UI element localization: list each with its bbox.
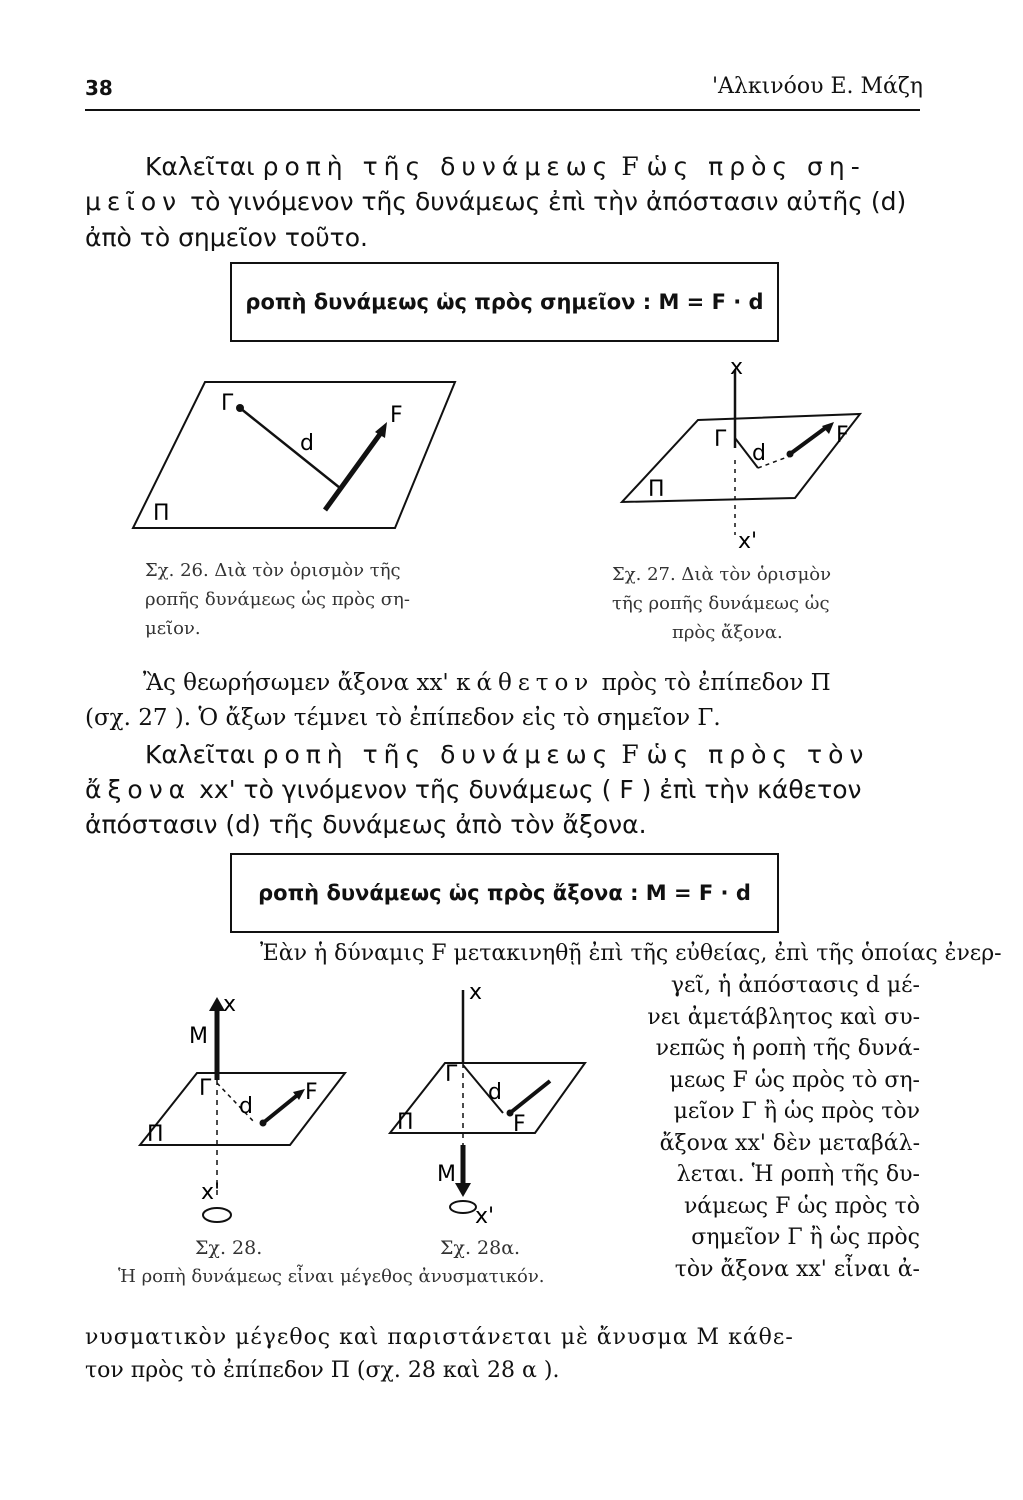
fig28-common-caption: Ἡ ροπὴ δυνάμεως εἶναι μέγεθος ἀνυσματικόν.: [118, 1266, 545, 1287]
rotation-icon: [203, 1208, 231, 1222]
force-vector: [325, 430, 383, 510]
label-d: d: [300, 431, 314, 456]
label-P: Π: [153, 501, 170, 526]
fig28a-caption: Σχ. 28α.: [440, 1237, 521, 1259]
label-F: F: [513, 1112, 526, 1137]
label-G: Γ: [199, 1076, 212, 1101]
para1-line2: μεῖον τὸ γινόμενον τῆς δυνάμεως ἐπὶ τὴν ἀπόστασιν αὐτῆς (d): [85, 187, 907, 216]
running-header-author: 'Αλκινόου Ε. Μάζη: [711, 74, 923, 99]
label-x-prime: x': [738, 529, 758, 554]
label-d: d: [752, 441, 766, 466]
para4-side-column: γεῖ, ἡ ἀπόστασις d μέ- νει ἀμετάβλητος καὶ συ- νεπῶς ἡ ροπὴ τῆς δυνά- μεως F ὡς πρὸς τὸ ση- μεῖον Γ ἢ ὡς πρὸς τὸν ἄξονα xx' δὲν μεταβάλ- λεται. Ἡ ροπὴ τῆς δυ- νάμεως F ὡς πρὸς τὸ σημεῖον Γ ἢ ὡς πρὸς τὸν ἄξονα xx' εἶναι ἀ-: [647, 973, 920, 1282]
para2-line1: Ἂς θεωρήσωμεν ἄξονα xx' κάθετον πρὸς τὸ ἐπίπεδον Π: [143, 670, 831, 696]
label-P: Π: [648, 477, 665, 502]
para4-line1: Ἐὰν ἡ δύναμις F μετακινηθῇ ἐπὶ τῆς εὐθείας, ἐπὶ τῆς ὁποίας ἐνερ-: [260, 941, 1002, 966]
figure-28: [135, 995, 375, 1235]
label-x: x: [730, 355, 744, 380]
label-G: Γ: [221, 391, 234, 416]
label-M: M: [189, 1024, 208, 1049]
fig26-caption: Σχ. 26. Διὰ τὸν ὁρισμὸν τῆς ροπῆς δυνάμεως ὡς πρὸς ση- μεῖον.: [145, 560, 410, 639]
figure-28a: [385, 985, 600, 1235]
label-F: F: [836, 423, 849, 448]
distance-line: [240, 408, 340, 488]
para3-line2: ἄξονα xx' τὸ γινόμενον τῆς δυνάμεως ( F ) ἐπὶ τὴν κάθετον: [85, 775, 862, 804]
label-G: Γ: [445, 1062, 458, 1087]
label-x-prime: x': [201, 1180, 221, 1205]
page-number: 38: [85, 76, 113, 100]
para1-line1: Καλεῖται ροπὴ τῆς δυνάμεως F ὡς πρὸς ση-: [145, 152, 866, 181]
fig27-caption: Σχ. 27. Διὰ τὸν ὁρισμὸν τῆς ροπῆς δυνάμεως ὡς πρὸς ἄξονα.: [612, 564, 832, 643]
label-P: Π: [147, 1122, 164, 1147]
rotation-icon: [450, 1201, 476, 1213]
para2-line2: (σχ. 27 ). Ὁ ἄξων τέμνει τὸ ἐπίπεδον εἰς τὸ σημεῖον Γ.: [85, 705, 721, 731]
para3-line3: ἀπόστασιν (d) τῆς δυνάμεως ἀπὸ τὸν ἄξονα.: [85, 810, 647, 839]
header-rule: [85, 109, 920, 111]
fig28-caption: Σχ. 28.: [195, 1237, 263, 1259]
formula-box-point: ροπὴ δυνάμεως ὡς πρὸς σημεῖον : M = F · d: [230, 262, 779, 342]
label-d: d: [488, 1080, 502, 1105]
force-vector: [510, 1081, 550, 1113]
para1-line3: ἀπὸ τὸ σημεῖον τοῦτο.: [85, 223, 368, 252]
label-M: M: [437, 1162, 456, 1187]
label-d: d: [239, 1094, 253, 1119]
para4-line-b1: νυσματικὸν μέγεθος καὶ παριστάνεται μὲ ἄνυσμα M κάθε-: [85, 1325, 794, 1350]
point-G: [236, 404, 244, 412]
label-P: Π: [397, 1110, 414, 1135]
force-vector: [263, 1093, 300, 1123]
force-vector: [790, 426, 828, 454]
para3-line1: Καλεῖται ροπὴ τῆς δυνάμεως F ὡς πρὸς τὸν: [145, 740, 870, 769]
formula-box-axis: ροπὴ δυνάμεως ὡς πρὸς ἄξονα : M = F · d: [230, 853, 779, 933]
label-x-prime: x': [475, 1204, 495, 1229]
label-F: F: [305, 1080, 318, 1105]
label-x: x: [223, 995, 237, 1017]
label-G: Γ: [714, 427, 727, 452]
para4-line-b2: τον πρὸς τὸ ἐπίπεδον Π (σχ. 28 καὶ 28 α ).: [85, 1358, 560, 1383]
figure-26: [125, 370, 465, 550]
plane-shape: [133, 382, 455, 528]
figure-27: [610, 350, 880, 560]
label-F: F: [390, 403, 403, 428]
label-x: x: [469, 985, 483, 1005]
